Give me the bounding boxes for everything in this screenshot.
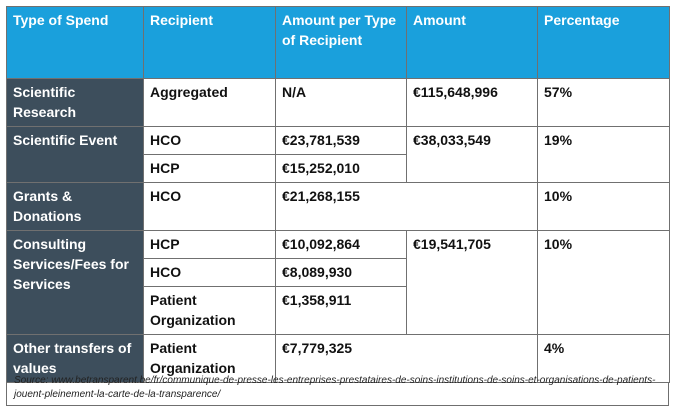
amount-per-type-cell: €7,779,325 [276, 335, 538, 383]
header-recipient: Recipient [144, 7, 276, 79]
percentage-cell: 10% [538, 231, 670, 335]
amount-per-type-cell: €8,089,930 [276, 259, 407, 287]
type-cell: Other transfers of values [7, 335, 144, 383]
amount-cell: €115,648,996 [407, 79, 538, 127]
table-row [7, 79, 670, 127]
table-row [7, 183, 670, 231]
percentage-cell: 4% [538, 335, 670, 383]
recipient-cell: Patient Organization [144, 287, 276, 335]
table-row [7, 231, 670, 259]
source-note: Source: www.betransparent.be/fr/communique-de-presse-les-entreprises-prestataires-de-soins-institutions-de-soins-et-organisations-de-patients-jouent-pleinement-la-carte-de-la-transparence/ [14, 375, 656, 400]
type-cell: Scientific Research [7, 79, 144, 127]
type-cell: Grants & Donations [7, 183, 144, 231]
amount-per-type-cell: N/A [276, 79, 407, 127]
percentage-cell: 10% [538, 183, 670, 231]
type-cell: Consulting Services/Fees for Services [7, 231, 144, 335]
recipient-cell: Aggregated [144, 79, 276, 127]
header-amount-per-type: Amount per Type of Recipient [276, 7, 407, 79]
recipient-cell: Patient Organization [144, 335, 276, 383]
amount-per-type-cell: €10,092,864 [276, 231, 407, 259]
table-row [7, 127, 670, 155]
recipient-cell: HCO [144, 259, 276, 287]
amount-cell: €19,541,705 [407, 231, 538, 335]
header-type-of-spend: Type of Spend [7, 7, 144, 79]
amount-per-type-cell: €23,781,539 [276, 127, 407, 155]
amount-per-type-cell: €1,358,911 [276, 287, 407, 335]
amount-per-type-cell: €15,252,010 [276, 155, 407, 183]
amount-per-type-cell: €21,268,155 [276, 183, 538, 231]
header-percentage: Percentage [538, 7, 670, 79]
percentage-cell: 57% [538, 79, 670, 127]
header-amount: Amount [407, 7, 538, 79]
recipient-cell: HCP [144, 231, 276, 259]
header-row [7, 7, 670, 79]
recipient-cell: HCO [144, 127, 276, 155]
spend-table [6, 6, 670, 383]
type-cell: Scientific Event [7, 127, 144, 183]
percentage-cell: 19% [538, 127, 670, 183]
amount-cell: €38,033,549 [407, 127, 538, 183]
recipient-cell: HCO [144, 183, 276, 231]
recipient-cell: HCP [144, 155, 276, 183]
